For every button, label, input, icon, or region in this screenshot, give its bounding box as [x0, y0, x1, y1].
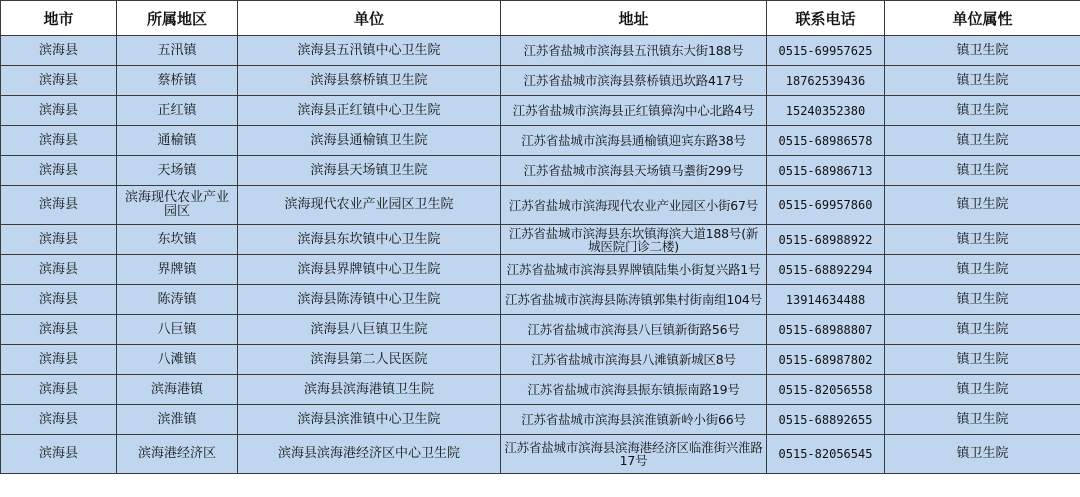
address-cell: 江苏省盐城市滨海县八巨镇新街路56号: [501, 315, 767, 345]
district-cell: 滨海现代农业产业园区: [117, 186, 238, 225]
table-row: [1, 126, 1080, 156]
unit-cell: 滨海县滨海港镇卫生院: [238, 375, 501, 405]
unit-type-cell: 镇卫生院: [885, 285, 1080, 315]
unit-type-cell: 镇卫生院: [885, 225, 1080, 255]
header-district: 所属地区: [117, 1, 238, 36]
unit-cell: 滨海县滨海港经济区中心卫生院: [238, 435, 501, 474]
unit-cell: 滨海县东坎镇中心卫生院: [238, 225, 501, 255]
address-cell: 江苏省盐城市滨海县正红镇獐沟中心北路4号: [501, 96, 767, 126]
district-cell: 滨海港经济区: [117, 435, 238, 474]
unit-cell: 滨海现代农业产业园区卫生院: [238, 186, 501, 225]
city-cell: 滨海县: [1, 375, 117, 405]
unit-type-cell: 镇卫生院: [885, 375, 1080, 405]
phone-cell: 0515-68988807: [767, 315, 885, 345]
city-cell: 滨海县: [1, 285, 117, 315]
unit-type-cell: 镇卫生院: [885, 186, 1080, 225]
unit-cell: 滨海县正红镇中心卫生院: [238, 96, 501, 126]
city-cell: 滨海县: [1, 186, 117, 225]
unit-type-cell: 镇卫生院: [885, 315, 1080, 345]
table-row: [1, 96, 1080, 126]
table-row: [1, 66, 1080, 96]
district-cell: 通榆镇: [117, 126, 238, 156]
phone-cell: 13914634488: [767, 285, 885, 315]
unit-cell: 滨海县滨淮镇中心卫生院: [238, 405, 501, 435]
address-cell: 江苏省盐城市滨海县天场镇马耋街299号: [501, 156, 767, 186]
city-cell: 滨海县: [1, 405, 117, 435]
district-cell: 八滩镇: [117, 345, 238, 375]
header-unit: 单位: [238, 1, 501, 36]
phone-cell: 15240352380: [767, 96, 885, 126]
city-cell: 滨海县: [1, 36, 117, 66]
unit-type-cell: 镇卫生院: [885, 36, 1080, 66]
address-cell: 江苏省盐城市滨海县界牌镇陆集小街复兴路1号: [501, 255, 767, 285]
district-cell: 滨淮镇: [117, 405, 238, 435]
unit-type-cell: 镇卫生院: [885, 405, 1080, 435]
unit-type-cell: 镇卫生院: [885, 435, 1080, 474]
phone-cell: 0515-69957860: [767, 186, 885, 225]
address-cell: 江苏省盐城市滨海县通榆镇迎宾东路38号: [501, 126, 767, 156]
district-cell: 五汛镇: [117, 36, 238, 66]
phone-cell: 18762539436: [767, 66, 885, 96]
unit-cell: 滨海县陈涛镇中心卫生院: [238, 285, 501, 315]
address-cell: 江苏省盐城市滨海县滨淮镇新岭小街66号: [501, 405, 767, 435]
city-cell: 滨海县: [1, 156, 117, 186]
city-cell: 滨海县: [1, 435, 117, 474]
table-row: [1, 435, 1080, 474]
table-row: [1, 255, 1080, 285]
phone-cell: 0515-82056545: [767, 435, 885, 474]
table-row: [1, 36, 1080, 66]
header-address: 地址: [501, 1, 767, 36]
district-cell: 滨海港镇: [117, 375, 238, 405]
header-phone: 联系电话: [767, 1, 885, 36]
address-cell: 江苏省盐城市滨海县陈涛镇郭集村街南组104号: [501, 285, 767, 315]
phone-cell: 0515-68986578: [767, 126, 885, 156]
address-cell: 江苏省盐城市滨海县振东镇振南路19号: [501, 375, 767, 405]
table-row: [1, 375, 1080, 405]
district-cell: 正红镇: [117, 96, 238, 126]
table-row: [1, 186, 1080, 225]
city-cell: 滨海县: [1, 315, 117, 345]
table-row: [1, 315, 1080, 345]
city-cell: 滨海县: [1, 225, 117, 255]
unit-cell: 滨海县天场镇卫生院: [238, 156, 501, 186]
table-header-row: [1, 1, 1080, 36]
unit-type-cell: 镇卫生院: [885, 255, 1080, 285]
unit-type-cell: 镇卫生院: [885, 66, 1080, 96]
unit-cell: 滨海县第二人民医院: [238, 345, 501, 375]
phone-cell: 0515-68892294: [767, 255, 885, 285]
table-row: [1, 345, 1080, 375]
unit-cell: 滨海县八巨镇卫生院: [238, 315, 501, 345]
phone-cell: 0515-68988922: [767, 225, 885, 255]
table-row: [1, 285, 1080, 315]
address-cell: 江苏省盐城市滨海县滨海港经济区临淮街兴淮路17号: [501, 435, 767, 474]
city-cell: 滨海县: [1, 255, 117, 285]
header-city: 地市: [1, 1, 117, 36]
unit-cell: 滨海县蔡桥镇卫生院: [238, 66, 501, 96]
city-cell: 滨海县: [1, 126, 117, 156]
unit-cell: 滨海县通榆镇卫生院: [238, 126, 501, 156]
unit-type-cell: 镇卫生院: [885, 96, 1080, 126]
district-cell: 天场镇: [117, 156, 238, 186]
header-unit-type: 单位属性: [885, 1, 1080, 36]
address-cell: 江苏省盐城市滨海县东坎镇海滨大道188号(新城医院门诊二楼): [501, 225, 767, 255]
unit-type-cell: 镇卫生院: [885, 345, 1080, 375]
address-cell: 江苏省盐城市滨海现代农业产业园区小街67号: [501, 186, 767, 225]
district-cell: 陈涛镇: [117, 285, 238, 315]
address-cell: 江苏省盐城市滨海县八滩镇新城区8号: [501, 345, 767, 375]
unit-cell: 滨海县五汛镇中心卫生院: [238, 36, 501, 66]
phone-cell: 0515-82056558: [767, 375, 885, 405]
phone-cell: 0515-68987802: [767, 345, 885, 375]
table-row: [1, 405, 1080, 435]
table-row: [1, 225, 1080, 255]
city-cell: 滨海县: [1, 345, 117, 375]
phone-cell: 0515-68892655: [767, 405, 885, 435]
district-cell: 蔡桥镇: [117, 66, 238, 96]
address-cell: 江苏省盐城市滨海县蔡桥镇迅坎路417号: [501, 66, 767, 96]
address-cell: 江苏省盐城市滨海县五汛镇东大街188号: [501, 36, 767, 66]
unit-type-cell: 镇卫生院: [885, 156, 1080, 186]
city-cell: 滨海县: [1, 66, 117, 96]
unit-type-cell: 镇卫生院: [885, 126, 1080, 156]
phone-cell: 0515-69957625: [767, 36, 885, 66]
district-cell: 界牌镇: [117, 255, 238, 285]
table-row: [1, 156, 1080, 186]
district-cell: 八巨镇: [117, 315, 238, 345]
district-cell: 东坎镇: [117, 225, 238, 255]
unit-cell: 滨海县界牌镇中心卫生院: [238, 255, 501, 285]
phone-cell: 0515-68986713: [767, 156, 885, 186]
city-cell: 滨海县: [1, 96, 117, 126]
